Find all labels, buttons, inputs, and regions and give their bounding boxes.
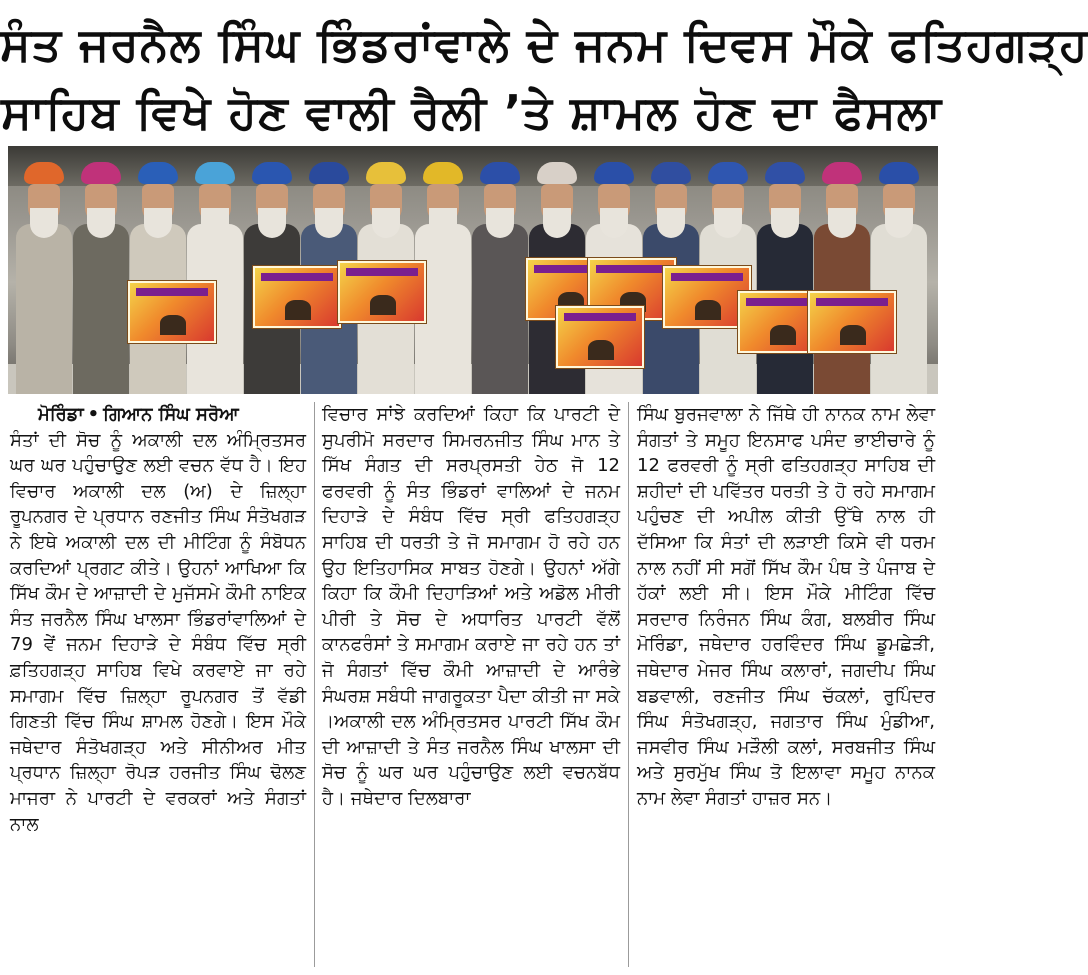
dateline-place: ਮੋਰਿੰਡਾ [38,404,84,425]
face [712,184,744,224]
column-divider [314,402,315,967]
article-text: ਸੰਤਾਂ ਦੀ ਸੋਚ ਨੂੰ ਅਕਾਲੀ ਦਲ ਅੰਮ੍ਰਿਤਸਰ ਘਰ ਘਰ ਪਹੁੰਚਾਉਣ ਲਈ ਵਚਨ ਵੱਧ ਹੈ। ਇਹ ਵਿਚਾਰ ਅਕਾਲੀ ਦਲ (ਅ) ਦੇ ਜ਼ਿਲ੍ਹਾ ਰੂਪਨਗਰ ਦੇ ਪ੍ਰਧਾਨ ਰਣਜੀਤ ਸਿੰਘ ਸੰਤੋਖਗੜ ਨੇ ਇਥੇ ਅਕਾਲੀ ਦਲ ਦੀ ਮੀਟਿੰਗ ਨੂੰ ਸੰਬੋਧਨ ਕਰਦਿਆਂ ਪ੍ਰਗਟ ਕੀਤੇ। ਉਹਨਾਂ ਆਖਿਆ ਕਿ ਸਿੱਖ ਕੌਮ ਦੇ ਆਜ਼ਾਦੀ ਦੇ ਮੁਜੱਸਮੇ ਕੌਮੀ ਨਾਇਕ ਸੰਤ ਜਰਨੈਲ ਸਿੰਘ ਖਾਲਸਾ ਭਿੰਡਰਾਂਵਾਲਿਆਂ ਦੇ 79 ਵੇਂ ਜਨਮ ਦਿਹਾੜੇ ਦੇ ਸੰਬੰਧ ਵਿੱਚ ਸ੍ਰੀ ਫ਼ਤਿਹਗੜ੍ਹ ਸਾਹਿਬ ਵਿਖੇ ਕਰਵਾਏ ਜਾ ਰਹੇ ਸਮਾਗਮ ਵਿੱਚ ਜ਼ਿਲ੍ਹਾ ਰੂਪਨਗਰ ਤੋਂ ਵੱਡੀ ਗਿਣਤੀ ਵਿੱਚ ਸਿੰਘ ਸ਼ਾਮਲ ਹੋਣਗੇ। ਇਸ ਮੌਕੇ ਜਥੇਦਾਰ ਸੰਤੋਖਗੜ੍ਹ ਅਤੇ ਸੀਨੀਅਰ ਮੀਤ ਪ੍ਰਧਾਨ ਜ਼ਿਲ੍ਹਾ ਰੋਪੜ ਹਰਜੀਤ ਸਿੰਘ ਢੋਲਣ ਮਾਜਰਾ ਨੇ ਪਾਰਟੀ ਦੇ ਵਰਕਰਾਂ ਅਤੇ ਸੰਗਤਾਂ ਨਾਲ [10,429,306,835]
face [655,184,687,224]
turban [765,162,805,184]
photo-person [16,162,72,394]
turban [366,162,406,184]
photo-poster [253,266,341,328]
face [28,184,60,224]
article-text: ਵਿਚਾਰ ਸਾਂਝੇ ਕਰਦਿਆਂ ਕਿਹਾ ਕਿ ਪਾਰਟੀ ਦੇ ਸੁਪਰੀਮੋ ਸਰਦਾਰ ਸਿਮਰਨਜੀਤ ਸਿੰਘ ਮਾਨ ਤੇ ਸਿੱਖ ਸੰਗਤ ਦੀ ਸਰਪ੍ਰਸਤੀ ਹੇਠ ਜੋ 12 ਫਰਵਰੀ ਨੂੰ ਸੰਤ ਭਿੰਡਰਾਂ ਵਾਲਿਆਂ ਦੇ ਜਨਮ ਦਿਹਾੜੇ ਦੇ ਸੰਬੰਧ ਵਿੱਚ ਸ੍ਰੀ ਫਤਿਹਗੜ੍ਹ ਸਾਹਿਬ ਦੀ ਧਰਤੀ ਤੇ ਜੋ ਸਮਾਗਮ ਹੋ ਰਹੇ ਹਨ ਉਹ ਇਤਿਹਾਸਿਕ ਸਾਬਤ ਹੋਣਗੇ। ਉਹਨਾਂ ਅੱਗੇ ਕਿਹਾ ਕਿ ਕੌਮੀ ਦਿਹਾੜਿਆਂ ਅਤੇ ਅਡੋਲ ਮੀਰੀ ਪੀਰੀ ਤੇ ਸੋਚ ਦੇ ਅਧਾਰਿਤ ਪਾਰਟੀ ਵੱਲੋਂ ਕਾਨਫਰੰਸਾਂ ਤੇ ਸਮਾਗਮ ਕਰਾਏ ਜਾ ਰਹੇ ਹਨ ਤਾਂ ਜੋ ਸੰਗਤਾਂ ਵਿੱਚ ਕੌਮੀ ਆਜ਼ਾਦੀ ਦੇ ਆਰੰਭੇ ਸੰਘਰਸ਼ ਸਬੰਧੀ ਜਾਗਰੂਕਤਾ ਪੈਦਾ ਕੀਤੀ ਜਾ ਸਕੇ ।ਅਕਾਲੀ ਦਲ ਅੰਮ੍ਰਿਤਸਰ ਪਾਰਟੀ ਸਿੱਖ ਕੌਮ ਦੀ ਆਜ਼ਾਦੀ ਤੇ ਸੰਤ ਜਰਨੈਲ ਸਿੰਘ ਖਾਲਸਾ ਦੀ ਸੋਚ ਨੂੰ ਘਰ ਘਰ ਪਹੁੰਚਾਉਣ ਲਈ ਵਚਨਬੱਧ ਹੈ। ਜਥੇਦਾਰ ਦਿਲਬਾਰਾ [322,404,620,809]
headline-line-2: ਸਾਹਿਬ ਵਿਖੇ ਹੋਣ ਵਾਲੀ ਰੈਲੀ ’ਤੇ ਸ਼ਾਮਲ ਹੋਣ ਦਾ ਫੈਸਲਾ [1,85,942,139]
face [484,184,516,224]
dateline-author: ਗਿਆਨ ਸਿੰਘ ਸਰੋਆ [103,404,239,425]
photo-person [871,162,927,394]
turban [81,162,121,184]
turban [480,162,520,184]
turban [594,162,634,184]
photo-person [472,162,528,394]
article-column-2 [322,402,620,972]
photo-poster [808,291,896,353]
turban [537,162,577,184]
face [256,184,288,224]
face [199,184,231,224]
photo-person [814,162,870,394]
photo-person [187,162,243,394]
face [427,184,459,224]
turban [195,162,235,184]
news-photo [8,146,938,394]
headline-line-1: ਸੰਤ ਜਰਨੈਲ ਸਿੰਘ ਭਿੰਡਰਾਂਵਾਲੇ ਦੇ ਜਨਮ ਦਿਵਸ ਮੌਕੇ ਫਤਿਹਗੜ੍ਹ [0,17,1088,71]
turban [708,162,748,184]
turban [252,162,292,184]
face [85,184,117,224]
photo-person [757,162,813,394]
article-column-3 [637,402,935,972]
face [598,184,630,224]
face [541,184,573,224]
photo-poster [128,281,216,343]
face [313,184,345,224]
face [826,184,858,224]
face [370,184,402,224]
column-divider [628,402,629,967]
face [769,184,801,224]
photo-poster [338,261,426,323]
turban [309,162,349,184]
photo-person [130,162,186,394]
clothing [472,224,528,394]
article-text: ਸਿੰਘ ਬੁਰਜਵਾਲਾ ਨੇ ਜਿੱਥੇ ਹੀ ਨਾਨਕ ਨਾਮ ਲੇਵਾ ਸੰਗਤਾਂ ਤੇ ਸਮੂਹ ਇਨਸਾਫ ਪਸੰਦ ਭਾਈਚਾਰੇ ਨੂੰ 12 ਫਰਵਰੀ ਨੂੰ ਸ੍ਰੀ ਫਤਿਹਗੜ੍ਹ ਸਾਹਿਬ ਦੀ ਸ਼ਹੀਦਾਂ ਦੀ ਪਵਿੱਤਰ ਧਰਤੀ ਤੇ ਹੋ ਰਹੇ ਸਮਾਗਮ ਪਹੁੰਚਣ ਦੀ ਅਪੀਲ ਕੀਤੀ ਉੱਥੇ ਨਾਲ ਹੀ ਦੱਸਿਆ ਕਿ ਸੰਤਾਂ ਦੀ ਲੜਾਈ ਕਿਸੇ ਵੀ ਧਰਮ ਨਾਲ ਨਹੀਂ ਸੀ ਸਗੋਂ ਸਿੱਖ ਕੌਮ ਪੰਥ ਤੇ ਪੰਜਾਬ ਦੇ ਹੱਕਾਂ ਲਈ ਸੀ। ਇਸ ਮੌਕੇ ਮੀਟਿੰਗ ਵਿੱਚ ਸਰਦਾਰ ਨਿਰੰਜਨ ਸਿੰਘ ਕੰਗ, ਬਲਬੀਰ ਸਿੰਘ ਮੋਰਿੰਡਾ, ਜਥੇਦਾਰ ਹਰਵਿੰਦਰ ਸਿੰਘ ਡੂਮਛੇੜੀ, ਜਥੇਦਾਰ ਮੇਜਰ ਸਿੰਘ ਕਲਾਰਾਂ, ਜਗਦੀਪ ਸਿੰਘ ਬਡਵਾਲੀ, ਰਣਜੀਤ ਸਿੰਘ ਚੱਕਲਾਂ, ਰੁਪਿੰਦਰ ਸਿੰਘ ਸੰਤੋਖਗੜ੍ਹ, ਜਗਤਾਰ ਸਿੰਘ ਮੁੰਡੀਆ, ਜਸਵੀਰ ਸਿੰਘ ਮੜੌਲੀ ਕਲਾਂ, ਸਰਬਜੀਤ ਸਿੰਘ ਅਤੇ ਸੁਰਮੁੱਖ ਸਿੰਘ ਤੋ ਇਲਾਵਾ ਸਮੂਹ ਨਾਨਕ ਨਾਮ ਲੇਵਾ ਸੰਗਤਾਂ ਹਾਜ਼ਰ ਸਨ। [637,404,935,809]
clothing [73,224,129,394]
turban [651,162,691,184]
turban [138,162,178,184]
turban [24,162,64,184]
face [142,184,174,224]
clothing [16,224,72,394]
face [883,184,915,224]
photo-poster [556,306,644,368]
turban [879,162,919,184]
article-column-1 [10,402,306,972]
dateline-separator: • [87,404,100,425]
dateline [10,402,306,428]
turban [423,162,463,184]
turban [822,162,862,184]
photo-person [73,162,129,394]
